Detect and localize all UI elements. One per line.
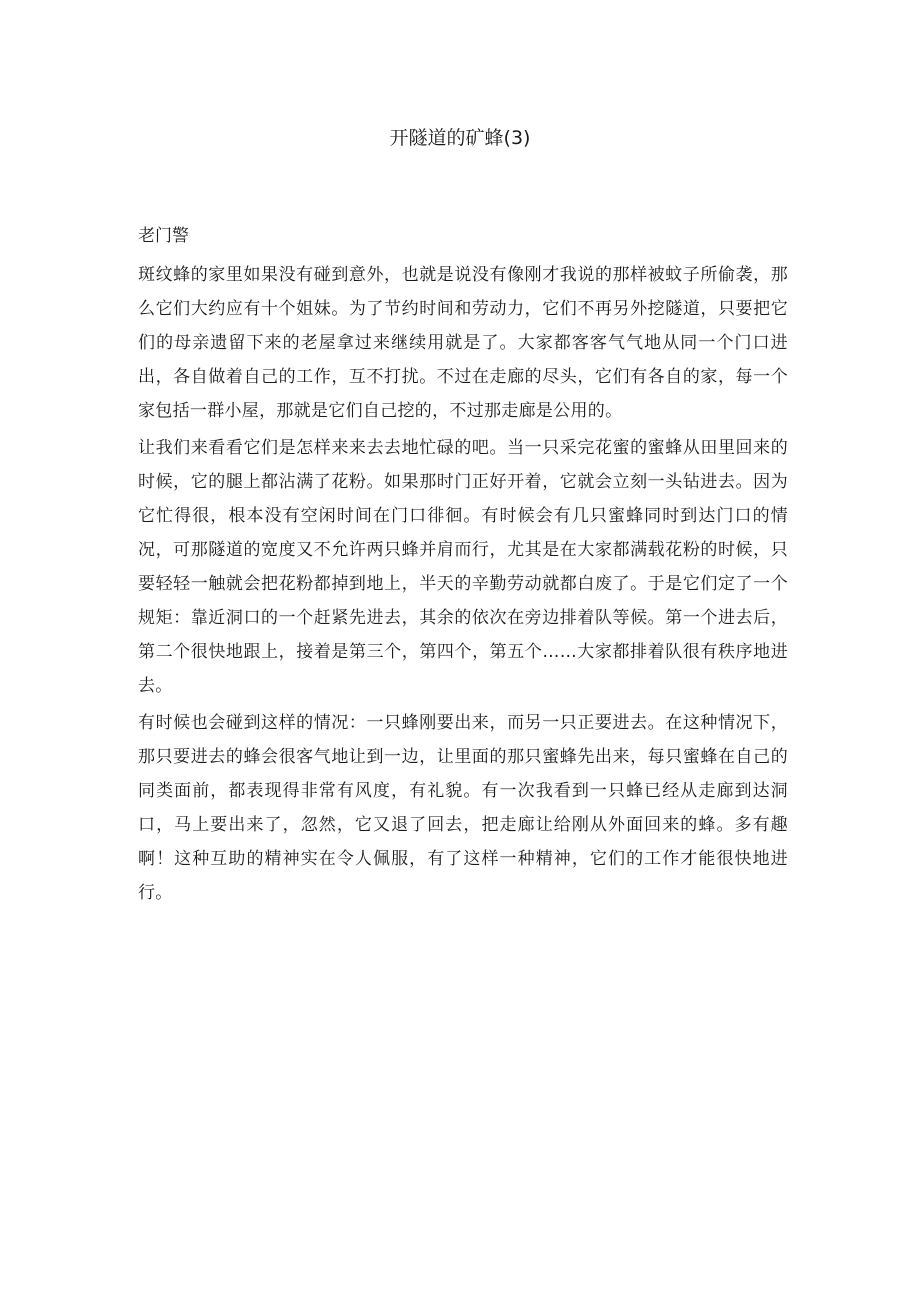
section-heading: 老门警 (138, 226, 189, 246)
paragraph: 斑纹蜂的家里如果没有碰到意外，也就是说没有像刚才我说的那样被蚊子所偷袭，那么它们大约应有十个姐妹。为了节约时间和劳动力，它们不再另外挖隧道，只要把它们的母亲遗留下来的老屋拿过来继续用就是了。大家都客客气气地从同一个门口进出，各自做着自己的工作，互不打扰。不过在走廊的尽头，它们有各自的家，每一个家包括一群小屋，那就是它们自己挖的，不过那走廊是公用的。 (138, 265, 788, 421)
document-body (138, 219, 788, 913)
document-title: 开隧道的矿蜂(3) (389, 127, 531, 149)
paragraph: 让我们来看看它们是怎样来来去去地忙碌的吧。当一只采完花蜜的蜜蜂从田里回来的时候，它的腿上都沾满了花粉。如果那时门正好开着，它就会立刻一头钻进去。因为它忙得很，根本没有空闲时间在门口徘徊。有时候会有几只蜜蜂同时到达门口的情况，可那隧道的宽度又不允许两只蜂并肩而行，尤其是在大家都满载花粉的时候，只要轻轻一触就会把花粉都掉到地上，半天的辛勤劳动就都白废了。于是它们定了一个规矩：靠近洞口的一个赶紧先进去，其余的依次在旁边排着队等候。第一个进去后，第二个很快地跟上，接着是第三个，第四个，第五个……大家都排着队很有秩序地进去。 (138, 438, 788, 696)
paragraph: 有时候也会碰到这样的情况：一只蜂刚要出来，而另一只正要进去。在这种情况下，那只要进去的蜂会很客气地让到一边，让里面的那只蜜蜂先出来，每只蜜蜂在自己的同类面前，都表现得非常有风度，有礼貌。有一次我看到一只蜂已经从走廊到达洞口，马上要出来了，忽然，它又退了回去，把走廊让给刚从外面回来的蜂。多有趣啊！这种互助的精神实在令人佩服，有了这样一种精神，它们的工作才能很快地进行。 (138, 713, 788, 903)
